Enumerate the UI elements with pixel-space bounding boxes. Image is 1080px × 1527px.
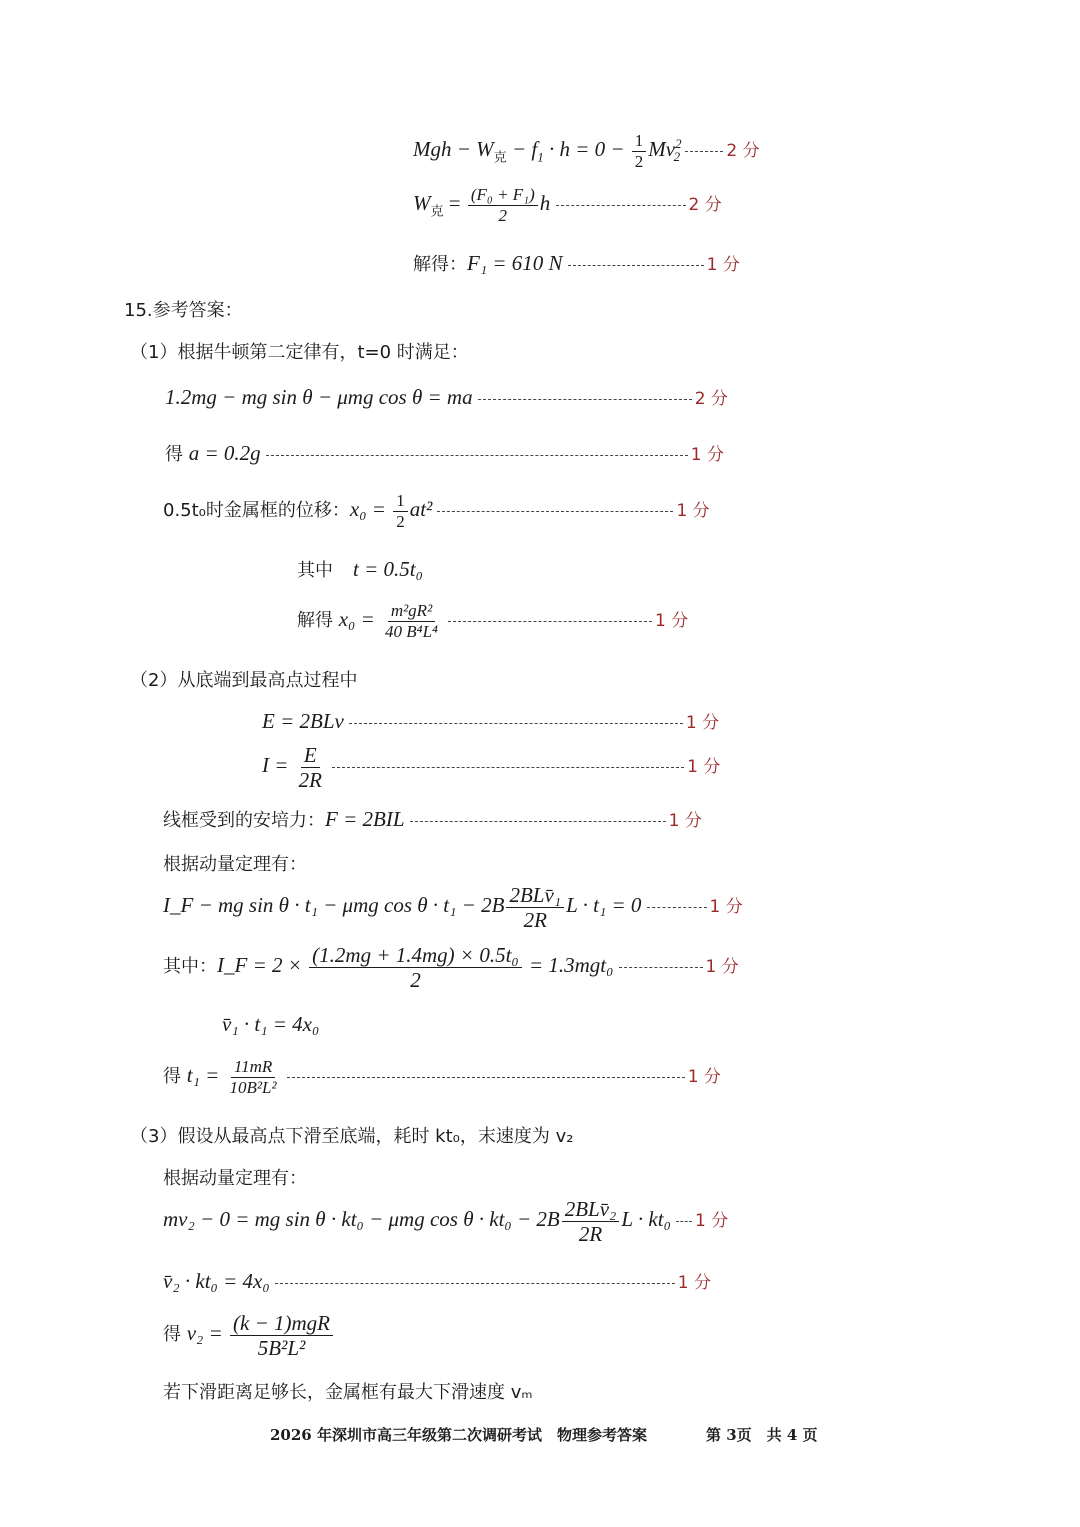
q15-title: 15.参考答案： bbox=[124, 300, 243, 321]
p2-eq-ampere: 线框受到的安培力：F = 2BIL 1 分 bbox=[163, 807, 702, 831]
p2-eq-t1: 得 t₁ = $\frac{11mR}{\text{10B²L²}}$ 1 分 bbox=[163, 1057, 721, 1097]
p1-eq-newton: 1.2mg − mg sin θ − μmg cos θ = ma 2 分 bbox=[165, 385, 728, 409]
p1-eq-x0: 解得 x₀ = $\frac{\text{m²gR²}}{\text{40 B⁴L⁴}}$ 1 分 bbox=[297, 601, 689, 641]
p2-eq-current: I = $\frac{E}{2R}$ 1 分 bbox=[262, 743, 721, 793]
p2-note-momentum: 根据动量定理有： bbox=[163, 854, 307, 875]
p1-eq-displacement: 0.5t₀时金属框的位移：x₀ = $\frac{1}{2}$ at² 1 分 bbox=[163, 491, 710, 531]
p3-eq-avg-velocity: v̄₂ · kt₀ = 4x₀ 1 分 bbox=[163, 1269, 711, 1293]
p3-eq-v2: 得 v₂ = $\frac{\text{(k − 1)mgR}}{\text{5B²L²}}$ bbox=[163, 1312, 335, 1359]
p1-heading: （1）根据牛顿第二定律有，t=0 时满足： bbox=[130, 342, 469, 363]
footer-title: 2026 年深圳市高三年级第二次调研考试 物理参考答案 bbox=[270, 1426, 647, 1444]
p2-heading: （2）从底端到最高点过程中 bbox=[130, 670, 358, 691]
p3-last-line: 若下滑距离足够长，金属框有最大下滑速度 vₘ bbox=[163, 1382, 533, 1403]
p1-eq-accel: 得 a = 0.2g 1 分 bbox=[165, 441, 724, 465]
p2-eq-momentum: I_F − mg sin θ · t₁ − μmg cos θ · t₁ − 2B $\frac{\text{2BLv̄₁}}{2R}$ L · t₁ = 0 1 分 bbox=[163, 883, 743, 933]
p3-eq-momentum: mv₂ − 0 = mg sin θ · kt₀ − μmg cos θ · kt₀ − 2B $\frac{\text{2BLv̄₂}}{2R}$ L · kt₀ 1 分 bbox=[163, 1197, 729, 1247]
eq-result-f1: 解得：F₁ = 610 N 1 分 bbox=[413, 251, 740, 275]
eq-work: $W_克$ = $\frac{\text{(F₀ + F₁)}}{2}$ h 2 分 bbox=[413, 185, 722, 225]
p3-heading: （3）假设从最高点下滑至底端，耗时 kt₀，末速度为 v₂ bbox=[130, 1126, 574, 1147]
p2-eq-emf: E = 2BLv 1 分 bbox=[262, 709, 720, 733]
eq-energy: Mgh − $W_克 - f_1 \cdot h = 0$ − $\frac{1}{2}$ $Mv^2_2$ 2 分 bbox=[413, 131, 760, 171]
p3-note-momentum: 根据动量定理有： bbox=[163, 1168, 307, 1189]
footer-page-number: 第 3页 共 4 页 bbox=[706, 1426, 818, 1444]
p2-eq-avg-velocity: v̄₁ · t₁ = 4x₀ bbox=[222, 1012, 320, 1036]
p2-eq-impulse: 其中：I_F = 2 × $\frac{\text{(1.2mg + 1.4mg) × 0.5t₀}}{2}$ = 1.3mgt₀ 1 分 bbox=[163, 943, 739, 993]
p1-eq-time: 其中 t = 0.5t₀ bbox=[297, 557, 423, 581]
